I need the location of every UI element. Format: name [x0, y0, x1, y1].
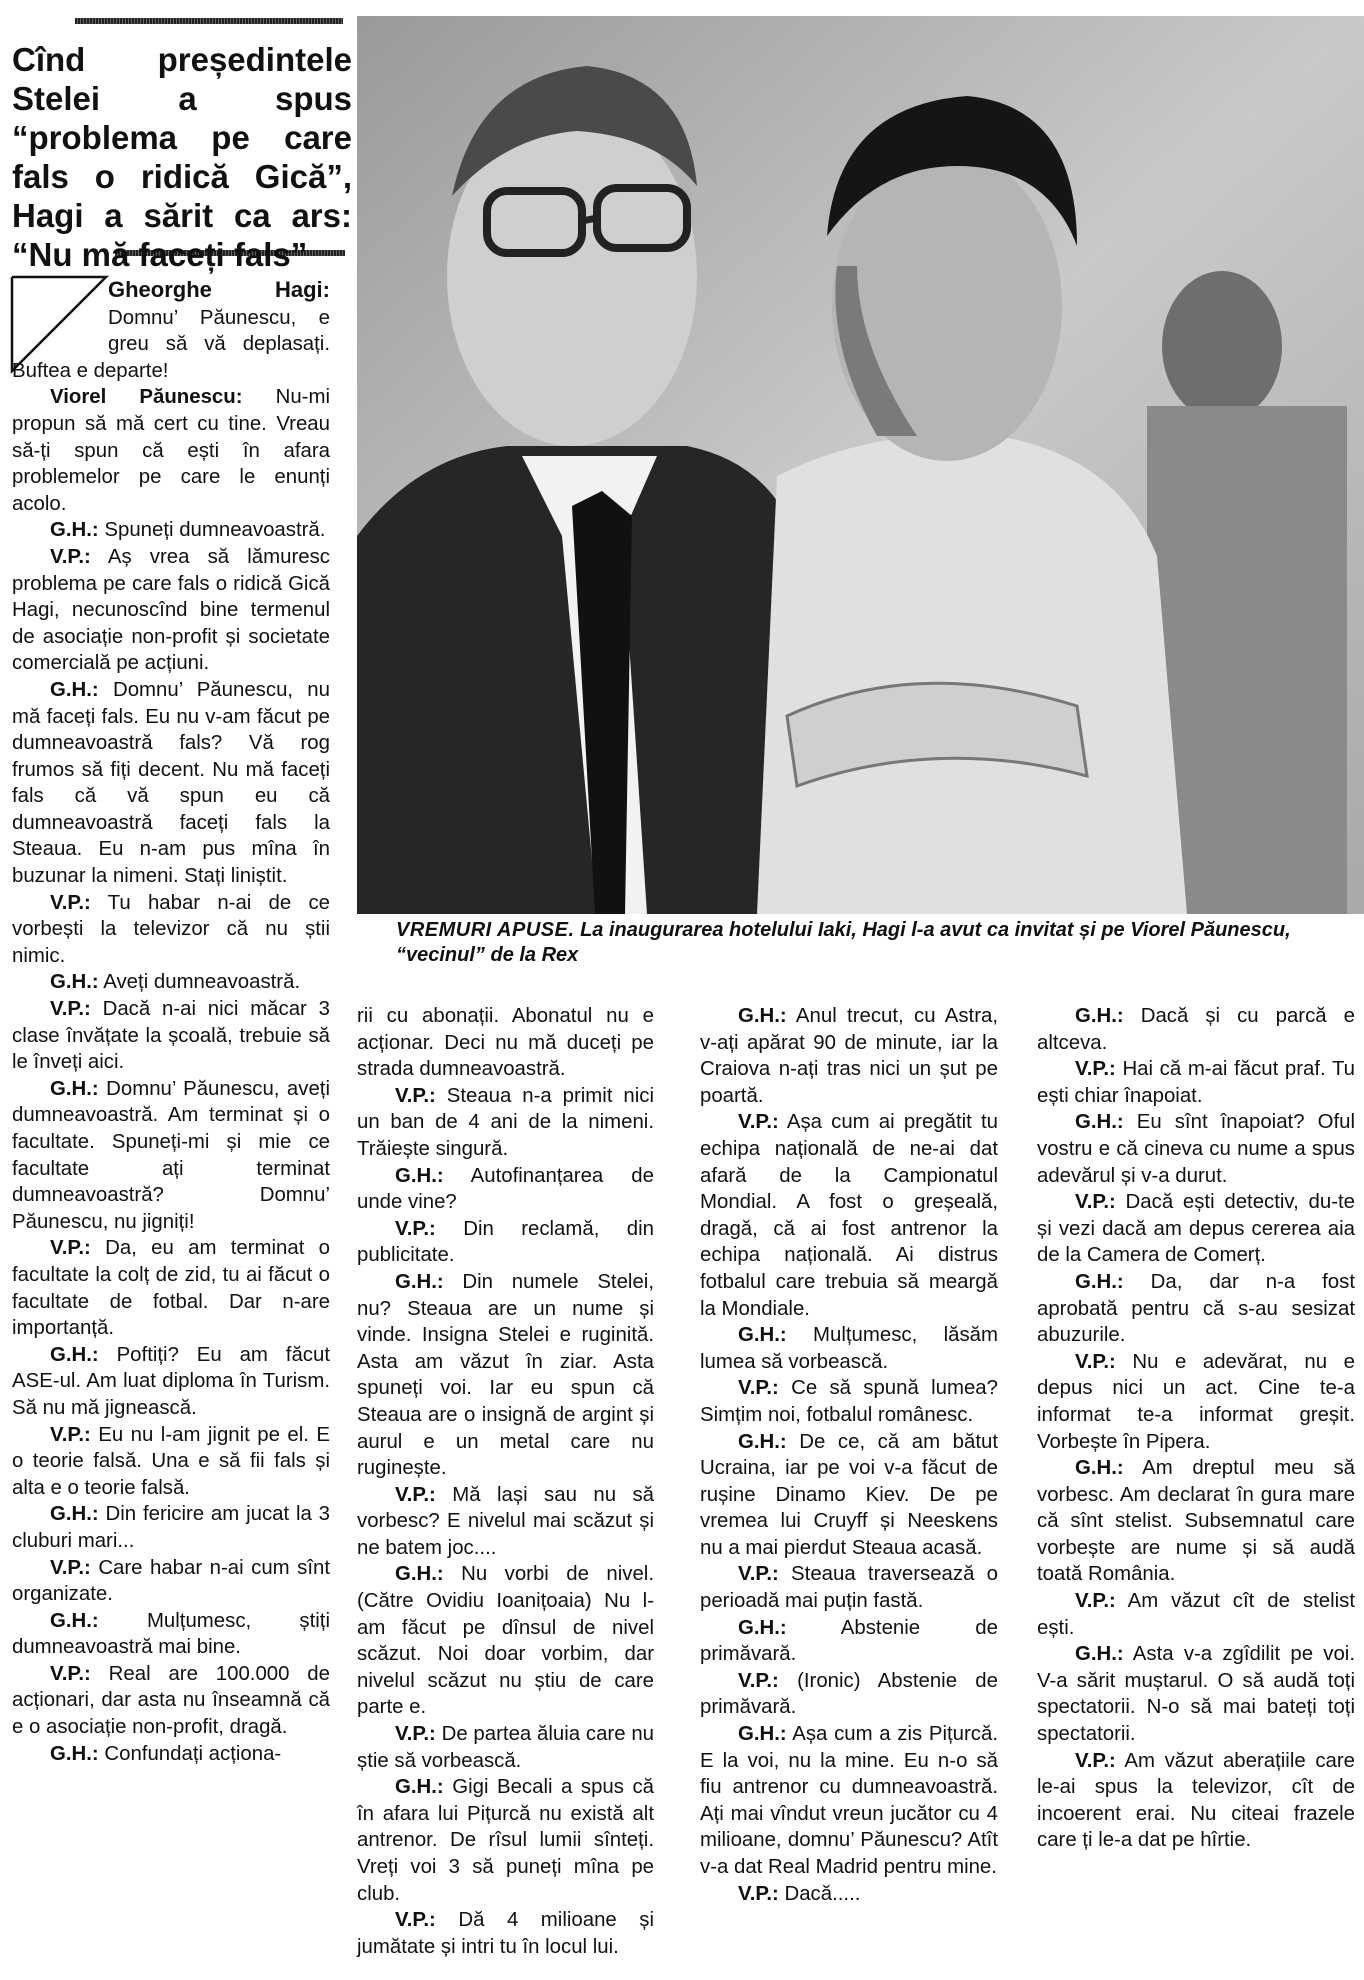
- speaker-label: G.H.:: [1075, 1005, 1124, 1027]
- speaker-label: G.H.:: [738, 1430, 787, 1453]
- speech-text: Real are 100.000 de acționari, dar asta nu înseamnă că e o asociație non-profit, dragă.: [12, 1662, 330, 1739]
- speaker-label: V.P.:: [738, 1669, 779, 1692]
- speech-text: Dacă n-ai nici măcar 3 clase învățate la școală, trebuie să le înveți aici.: [12, 998, 330, 1074]
- speech-text: rii cu abonații. Abonatul nu e acționar. Deci nu mă duceți pe strada dumneavoastră.: [357, 1005, 654, 1081]
- speaker-label: V.P.:: [1075, 1350, 1116, 1373]
- speech-text: Am dreptul meu să vorbesc. Am declarat în gura mare că sînt stelist. Subsemnatul care vorbește are nume și să audă toată România.: [1037, 1457, 1355, 1586]
- speaker-label: G.H.:: [738, 1616, 787, 1639]
- speaker-label: G.H.:: [1075, 1643, 1124, 1666]
- speech-text: Nu vorbi de nivel. (Către Ovidiu Ioanițoaia) Nu l-am făcut pe dînsul de nivel scăzut. Noi doar vorbim, dar nivelul scăzut nu știu de care parte e.: [357, 1563, 654, 1719]
- top-rule: [75, 18, 343, 24]
- speaker-label: V.P.:: [738, 1563, 779, 1586]
- speaker-label: G.H.:: [395, 1164, 444, 1187]
- dialogue-paragraph: [12, 677, 330, 890]
- speech-text: De partea ăluia care nu știe să vorbească.: [357, 1723, 654, 1772]
- dialogue-paragraph: [1037, 1455, 1355, 1588]
- speech-text: Aș vrea să lămuresc problema pe care fals o ridică Gică Hagi, necunoscînd bine termenul de asociație non-profit și societate comercială pe acțiuni.: [12, 545, 330, 675]
- speech-text: Asta v-a zgîdilit pe voi. V-a sărit muștarul. O să audă toți spectatorii. N-o să mai bateți toți spectatorii.: [1037, 1643, 1355, 1746]
- speech-text: Domnu’ Păunescu, e greu să vă deplasați. Buftea e departe!: [12, 306, 330, 382]
- speaker-label: V.P.:: [395, 1723, 436, 1746]
- speaker-label: G.H.:: [50, 1077, 99, 1100]
- speaker-label: V.P.:: [50, 1662, 91, 1685]
- dialogue-paragraph: [700, 1322, 998, 1375]
- speaker-label: V.P.:: [50, 1556, 91, 1579]
- speaker-label: V.P.:: [50, 998, 91, 1021]
- dialogue-paragraph: [12, 969, 330, 996]
- dialogue-paragraph: [357, 1561, 654, 1721]
- speaker-label: G.H.:: [395, 1563, 444, 1586]
- dialogue-paragraph: [357, 1216, 654, 1269]
- dialogue-paragraph: [1037, 1588, 1355, 1641]
- speech-text: Confundați acționa-: [98, 1742, 282, 1765]
- speaker-label: G.H.:: [50, 1609, 99, 1632]
- corner-spacer: [12, 277, 108, 355]
- speaker-label: V.P.:: [395, 1084, 436, 1107]
- dialogue-paragraph: [700, 1109, 998, 1322]
- speech-text: Aveți dumneavoastră.: [98, 971, 301, 994]
- dialogue-paragraph: [12, 1422, 330, 1502]
- speaker-label: G.H.:: [50, 971, 99, 994]
- dialogue-paragraph: [12, 996, 330, 1076]
- dialogue-paragraph: [1037, 1109, 1355, 1189]
- speaker-label: V.P.:: [1075, 1058, 1116, 1081]
- dialogue-paragraph: [700, 1003, 998, 1109]
- photo: [357, 16, 1364, 914]
- dialogue-paragraph: [1037, 1641, 1355, 1747]
- speech-text: Mă lași sau nu să vorbesc? E nivelul mai scăzut și ne batem joc....: [357, 1483, 654, 1559]
- dialogue-paragraph: [357, 1163, 654, 1216]
- speaker-label: G.H.:: [1075, 1457, 1124, 1480]
- speech-text: Așa cum a zis Pițurcă. E la voi, nu la mine. Eu n-o să fiu antrenor cu dumneavoastră. Ați mai vîndut vreun jucător cu 4 milioane, domnu’ Păunescu? Atît v-a dat Real Madrid pentru mine.: [700, 1723, 998, 1878]
- speaker-label: V.P.:: [1075, 1749, 1116, 1772]
- speaker-label: V.P.:: [395, 1483, 436, 1506]
- dialogue-paragraph: [357, 1774, 654, 1907]
- speech-text: Poftiți? Eu am făcut ASE-ul. Am luat diploma în Turism. Să nu mă jignească.: [12, 1343, 330, 1419]
- dialogue-paragraph: [1037, 1056, 1355, 1109]
- speaker-label: G.H.:: [1075, 1270, 1124, 1293]
- speech-text: Din numele Stelei, nu? Steaua are un nume și vinde. Insigna Stelei e ruginită. Asta am văzut în ziar. Asta spuneți voi. Iar eu spun că Steaua are o insignă de argint și aurul e un metal care nu ruginește.: [357, 1270, 654, 1480]
- dialogue-paragraph: [12, 1661, 330, 1741]
- column-2: [357, 1003, 654, 1960]
- speaker-label: Viorel Păunescu:: [50, 386, 243, 409]
- dialogue-paragraph: [700, 1615, 998, 1668]
- speech-text: Domnu’ Păunescu, nu mă faceți fals. Eu nu v-am făcut pe dumneavoastră fals? Vă rog frumos să fiți decent. Nu mă faceți fals că vă spun eu că dumneavoastră faceți fals la Steaua. Eu n-am pus mîna în buzunar la nimeni. Stați liniștit.: [12, 678, 330, 888]
- dialogue-paragraph: [12, 1741, 330, 1768]
- speech-text: Ce să spună lumea? Simțim noi, fotbalul românesc.: [700, 1377, 998, 1426]
- caption-kicker: VREMURI APUSE.: [396, 919, 575, 941]
- dialogue-paragraph: [700, 1429, 998, 1562]
- dialogue-paragraph: [12, 384, 330, 517]
- dialogue-paragraph: [12, 1501, 330, 1554]
- photo-image: [357, 16, 1364, 914]
- speech-text: Domnu’ Păunescu, aveți dumneavoastră. Am terminat și o facultate. Spuneți-mi și mie ce facultate ați terminat dumneavoastră? Domnu’ Păunescu, nu jigniți!: [12, 1077, 330, 1233]
- speaker-label: G.H.:: [50, 1742, 99, 1765]
- dialogue-paragraph: [700, 1561, 998, 1614]
- speaker-label: G.H.:: [50, 1503, 99, 1526]
- column-1: [12, 275, 330, 1767]
- speaker-label: G.H.:: [395, 1270, 444, 1293]
- speech-text: Eu nu l-am jignit pe el. E o teorie falsă. Una e să fii fals și alta e o teorie falsă.: [12, 1423, 330, 1499]
- speech-text: Care habar n-ai cum sînt organizate.: [12, 1556, 330, 1606]
- speech-text: Spuneți dumneavoastră.: [98, 519, 326, 542]
- speech-text: Steaua traversează o perioadă mai puțin fastă.: [700, 1563, 998, 1613]
- speaker-label: V.P.:: [50, 1237, 91, 1260]
- speaker-label: V.P.:: [395, 1909, 436, 1932]
- speech-text: Steaua n-a primit nici un ban de 4 ani de la nimeni. Trăiește singură.: [357, 1084, 654, 1160]
- speech-text: Autofinanțarea de unde vine?: [357, 1164, 654, 1214]
- speech-text: Tu habar n-ai de ce vorbești la televizor că nu știi nimic.: [12, 891, 330, 967]
- dialogue-paragraph: [1037, 1003, 1355, 1056]
- speaker-label: G.H.:: [1075, 1111, 1124, 1134]
- headline: Cînd președintele Stelei a spus “problema pe care fals o ridică Gică”, Hagi a sărit ca ars: “Nu mă faceți fals”: [12, 41, 352, 273]
- dialogue-paragraph: [1037, 1269, 1355, 1349]
- speaker-label: G.H.:: [395, 1776, 444, 1799]
- speaker-label: G.H.:: [50, 1343, 99, 1366]
- speaker-label: V.P.:: [395, 1217, 436, 1240]
- speech-text: Așa cum ai pregătit tu echipa națională de ne-ai dat afară de la Campionatul Mondial. A fost o greșeală, dragă, că ai fost antrenor la echipa națională. Ai distrus fotbalul care trebuia să meargă la Mondiale.: [700, 1111, 998, 1320]
- speech-text: Anul trecut, cu Astra, v-ați apărat 90 de minute, iar la Craiova n-ați tras nici un șut pe poartă.: [700, 1005, 998, 1107]
- speech-text: Nu-mi propun să mă cert cu tine. Vreau să-ți spun că ești în afara problemelor pe care le enunți acolo.: [12, 386, 330, 515]
- speech-text: (Ironic) Abstenie de primăvară.: [700, 1669, 998, 1719]
- speaker-label: V.P.:: [738, 1111, 779, 1134]
- speech-text: De ce, că am bătut Ucraina, iar pe voi v-a făcut de rușine Dinamo Kiev. De pe vremea lui Cruyff și Neeskens nu a mai pierdut Steaua acasă.: [700, 1430, 998, 1559]
- speech-text: Da, eu am terminat o facultate la colț de zid, tu ai făcut o facultate de fotbal. Dar n-are importanță.: [12, 1237, 330, 1340]
- dialogue-paragraph: [12, 890, 330, 970]
- dialogue-paragraph: [12, 1608, 330, 1661]
- dialogue-paragraph: [1037, 1349, 1355, 1455]
- speaker-label: G.H.:: [50, 678, 99, 701]
- dialogue-paragraph: [700, 1668, 998, 1721]
- speaker-label: G.H.:: [738, 1723, 787, 1746]
- speech-text: Dă 4 milioane și jumătate și intri tu în locul lui.: [357, 1909, 654, 1958]
- dialogue-paragraph: [357, 1482, 654, 1562]
- caption-text: La inaugurarea hotelului Iaki, Hagi l-a avut ca invitat și pe Viorel Păunescu, “vecinul” de la Rex: [396, 919, 1291, 966]
- dialogue-paragraph: [12, 1076, 330, 1236]
- speaker-label: V.P.:: [738, 1377, 779, 1400]
- speech-text: Hai că m-ai făcut praf. Tu ești chiar înapoiat.: [1037, 1058, 1355, 1107]
- speaker-label: G.H.:: [50, 519, 99, 542]
- dialogue-paragraph: [357, 1269, 654, 1482]
- dialogue-paragraph: [700, 1881, 998, 1908]
- column-4: [1037, 1003, 1355, 1854]
- dialogue-paragraph: [12, 1555, 330, 1608]
- speaker-label: V.P.:: [1075, 1590, 1116, 1613]
- column-3: [700, 1003, 998, 1907]
- speech-text: Da, dar n-a fost aprobată pentru că s-au sesizat abuzurile.: [1037, 1270, 1355, 1347]
- speaker-label: V.P.:: [50, 1423, 91, 1446]
- dialogue-paragraph: [12, 517, 330, 544]
- speech-text: Am văzut aberațiile care le-ai spus la televizor, cît de incoerent erai. Nu citeai frazele care ți le-a dat pe hîrtie.: [1037, 1749, 1355, 1852]
- dialogue-paragraph: [1037, 1748, 1355, 1854]
- dialogue-paragraph: [357, 1907, 654, 1960]
- speech-text: Abstenie de primăvară.: [700, 1616, 998, 1666]
- speech-text: Dacă.....: [778, 1882, 861, 1905]
- speaker-label: Gheorghe Hagi:: [108, 277, 330, 302]
- speech-text: Din fericire am jucat la 3 cluburi mari...: [12, 1503, 330, 1552]
- speaker-label: G.H.:: [738, 1005, 787, 1027]
- dialogue-paragraph: [12, 544, 330, 677]
- speaker-label: G.H.:: [738, 1324, 787, 1347]
- speech-text: Mulțumesc, lăsăm lumea să vorbească.: [700, 1324, 998, 1373]
- speech-text: Dacă ești detectiv, du-te și vezi dacă am depus cererea aia de la Camera de Comerț.: [1037, 1191, 1355, 1267]
- speech-text: Am văzut cît de stelist ești.: [1037, 1590, 1355, 1639]
- speech-text: Nu e adevărat, nu e depus nici un act. Cine te-a informat te-a informat greșit. Vorbește în Pipera.: [1037, 1350, 1355, 1453]
- speech-text: Eu sînt înapoiat? Oful vostru e că cineva cu nume a spus adevărul și v-a durut.: [1037, 1111, 1355, 1187]
- dialogue-paragraph: [357, 1721, 654, 1774]
- speaker-label: V.P.:: [738, 1882, 779, 1905]
- dialogue-paragraph: [700, 1721, 998, 1881]
- dialogue-paragraph: [12, 1235, 330, 1341]
- dialogue-paragraph: [12, 1342, 330, 1422]
- dialogue-paragraph: [700, 1375, 998, 1428]
- speech-text: Dacă și cu parcă e altceva.: [1037, 1005, 1355, 1054]
- dialogue-paragraph: [357, 1003, 654, 1083]
- speech-text: Mulțumesc, știți dumneavoastră mai bine.: [12, 1609, 330, 1659]
- speaker-label: V.P.:: [50, 545, 91, 568]
- speech-text: Gigi Becali a spus că în afara lui Pițurcă nu există alt antrenor. De rîsul lumii sînteți. Vreți voi 3 să puneți mîna pe club.: [357, 1776, 654, 1905]
- dialogue-paragraph: [1037, 1189, 1355, 1269]
- speaker-label: V.P.:: [50, 891, 91, 914]
- dialogue-paragraph: [357, 1083, 654, 1163]
- speaker-label: V.P.:: [1075, 1191, 1116, 1214]
- photo-caption: [396, 918, 1336, 968]
- dialogue-paragraph: [12, 277, 330, 384]
- speech-text: Din reclamă, din publicitate.: [357, 1217, 654, 1267]
